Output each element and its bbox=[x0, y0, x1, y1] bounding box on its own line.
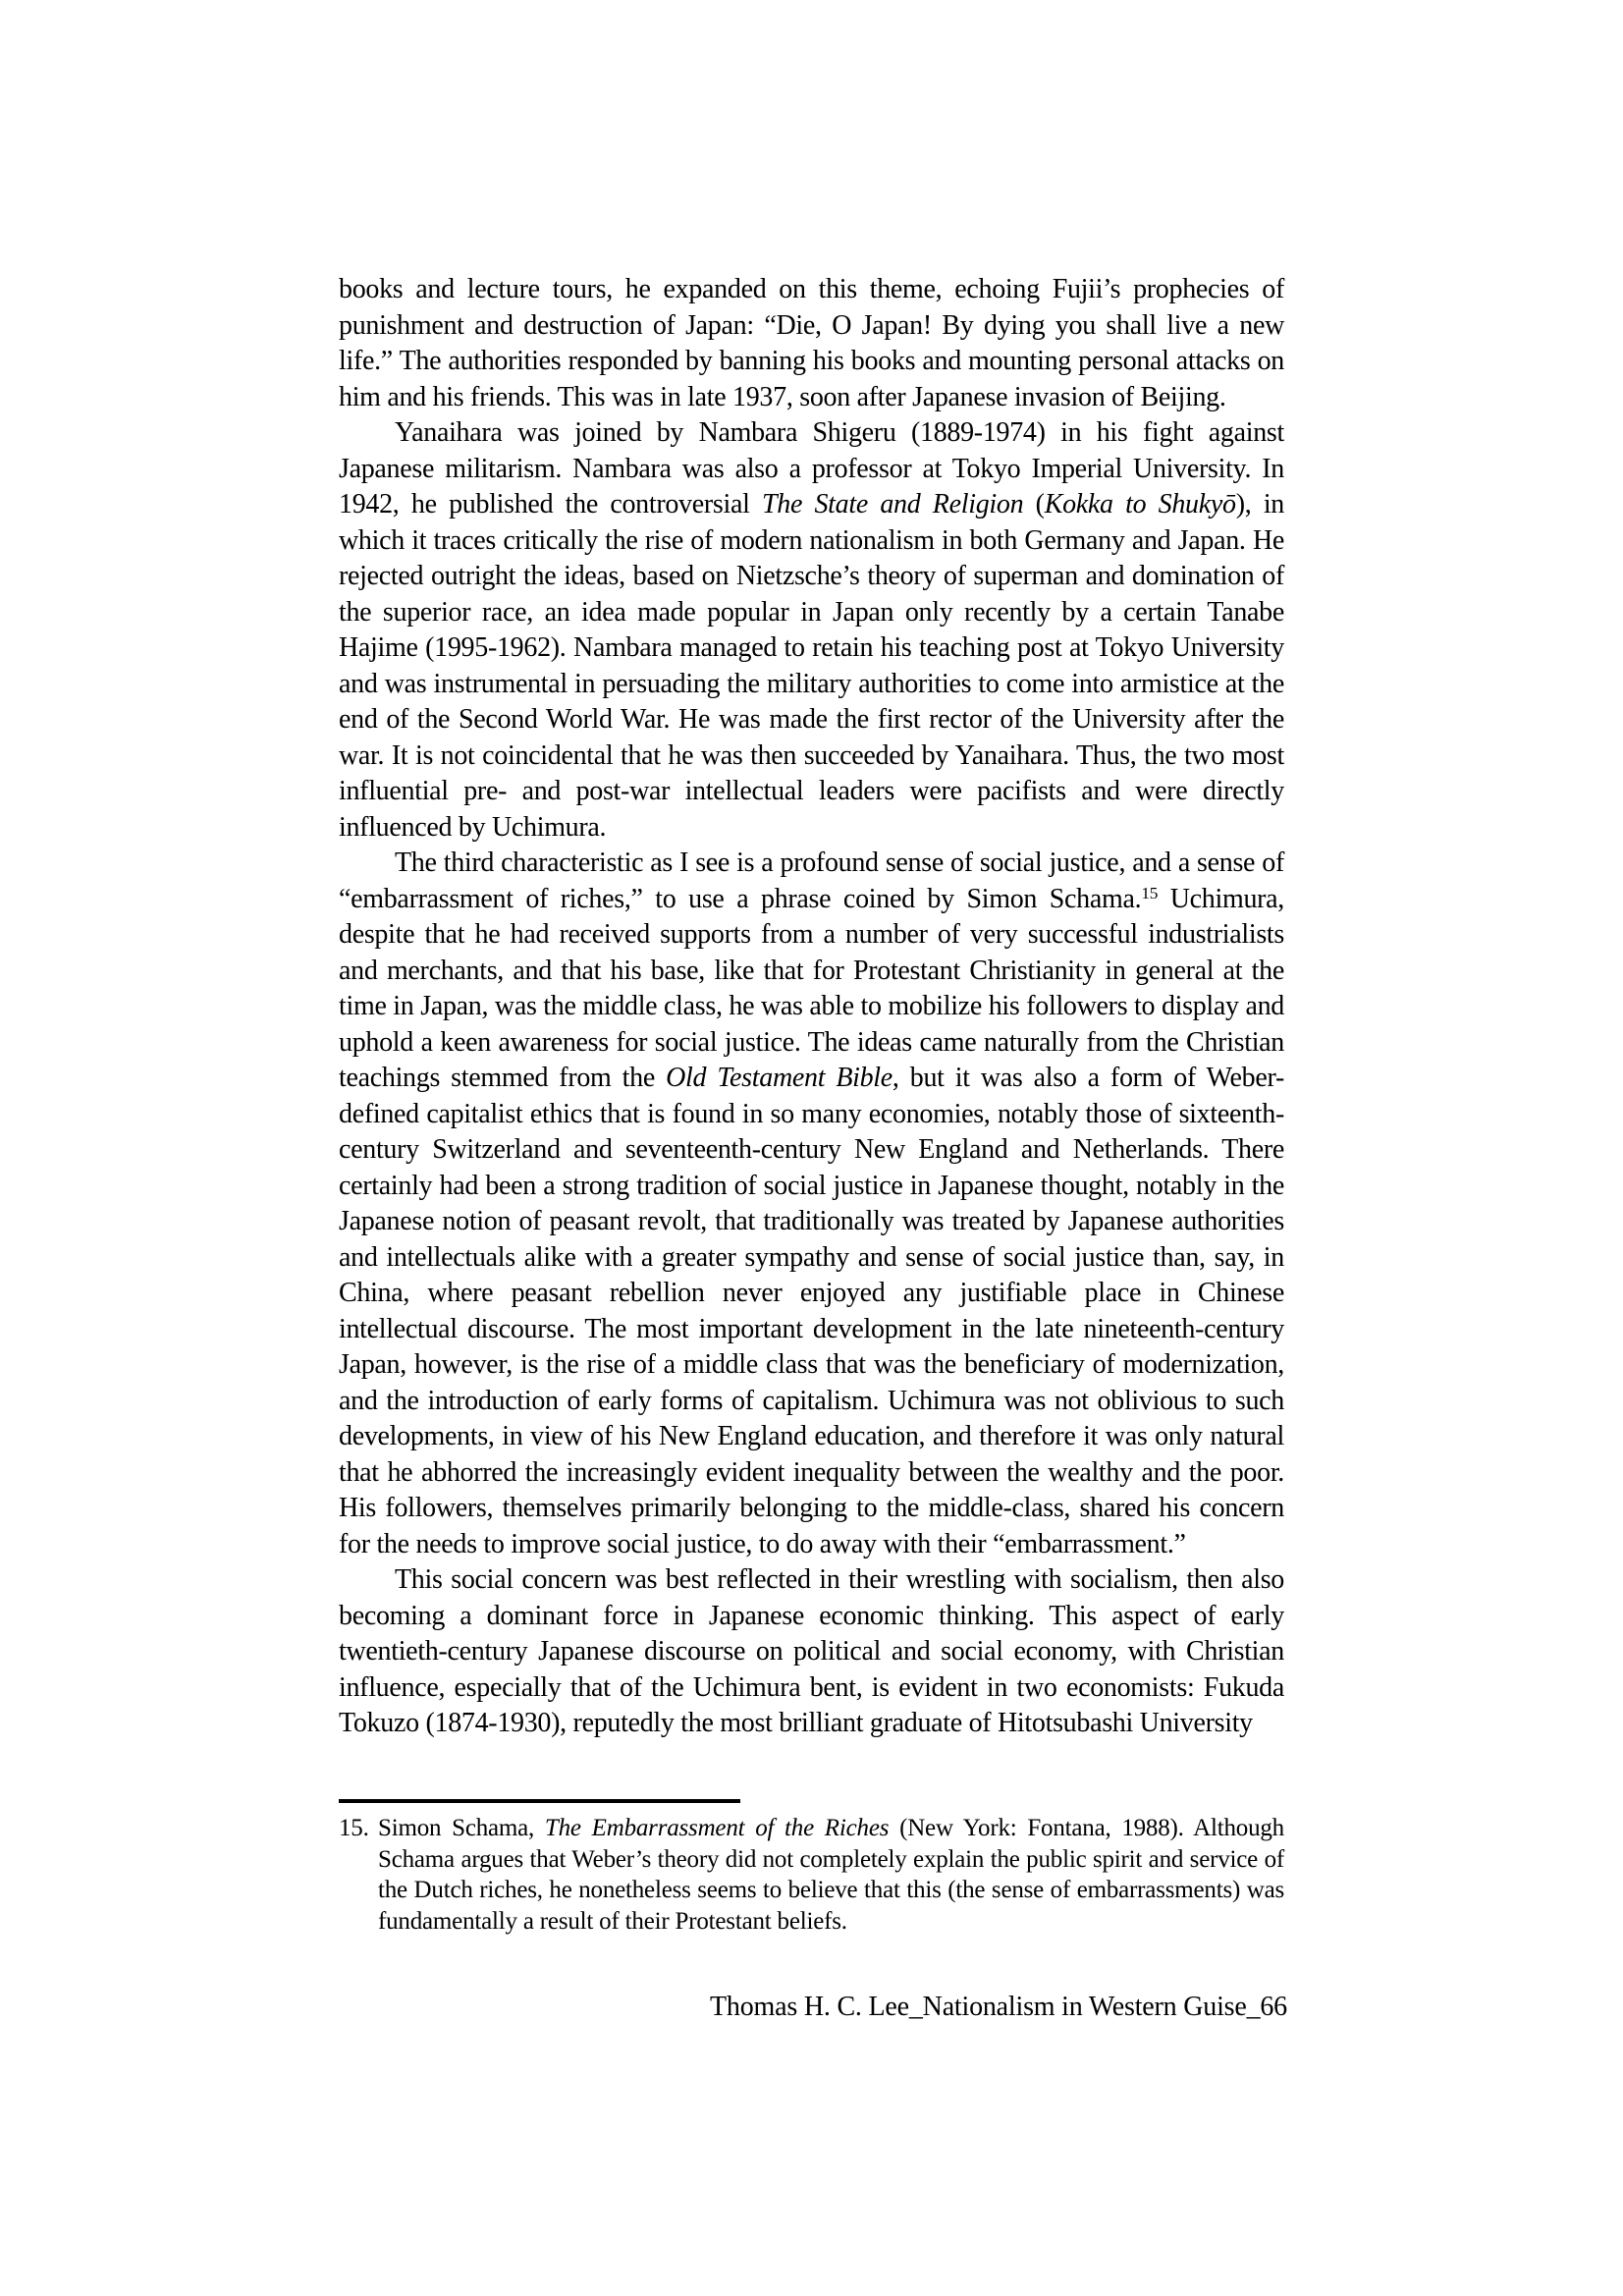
text-run: Yanaihara was joined by Nambara Shigeru (1889-1974) in his fight against Japanese militarism. Nambara was also a professor at Tokyo Imperial University. In 1942, he published the controversial bbox=[339, 417, 1284, 519]
text-run: 15 bbox=[1141, 883, 1159, 902]
text-run: ), in which it traces critically the rise of modern nationalism in both Germany and Japan. He rejected outright the ideas, based on Nietzsche’s theory of superman and domination of the superior race, an idea made popular in Japan only recently by a certain Tanabe Hajime (1995-1962). Nambara managed to retain his teaching post at Tokyo University and was instrumental in persuading the military authorities to come into armistice at the end of the Second World War. He was made the first rector of the University after the war. It is not coincidental that he was then succeeded by Yanaihara. Thus, the two most influential pre- and post-war intellectual leaders were pacifists and were directly influenced by Uchimura. bbox=[339, 489, 1284, 843]
paragraph-4 bbox=[339, 1562, 1284, 1742]
footnote-separator bbox=[339, 1799, 740, 1803]
text-run: Simon Schama, bbox=[378, 1815, 545, 1841]
text-run: The Embarrassment of the Riches bbox=[544, 1815, 890, 1841]
page-body bbox=[339, 272, 1284, 1742]
text-run: This social concern was best reflected in their wrestling with socialism, then also becoming a dominant force in Japanese economic thinking. This aspect of early twentieth-century Japanese discourse on political and social economy, with Christian influence, especially that of the Uchimura bent, is evident in two economists: Fukuda Tokuzo (1874-1930), reputedly the most brilliant graduate of Hitotsubashi University bbox=[339, 1564, 1284, 1738]
footnote-15 bbox=[339, 1813, 1284, 1937]
paragraph-2 bbox=[339, 415, 1284, 846]
text-run: ( bbox=[1023, 489, 1045, 519]
page-footer-running-title: Thomas H. C. Lee_Nationalism in Western Guise_66 bbox=[710, 1992, 1287, 2022]
text-run: , but it was also a form of Weber-defined capitalist ethics that is found in so many economies, notably those of sixteenth-century Switzerland and seventeenth-century New England and Netherlands. There certainly had been a strong tradition of social justice in Japanese thought, notably in the Japanese notion of peasant revolt, that traditionally was treated by Japanese authorities and intellectuals alike with a greater sympathy and sense of social justice than, say, in China, where peasant rebellion never enjoyed any justifiable place in Chinese intellectual discourse. The most important development in the late nineteenth-century Japan, however, is the rise of a middle class that was the beneficiary of modernization, and the introduction of early forms of capitalism. Uchimura was not oblivious to such developments, in view of his New England education, and therefore it was only natural that he abhorred the increasingly evident inequality between the wealthy and the poor. His followers, themselves primarily belonging to the middle-class, shared his concern for the needs to improve social justice, to do away with their “embarrassment.” bbox=[339, 1063, 1284, 1559]
text-run: (New York: Fontana, 1988). Although Schama argues that Weber’s theory did not completely explain the public spirit and service of the Dutch riches, he nonetheless seems to believe that this (the sense of embarrassments) was fundamentally a result of their Protestant beliefs. bbox=[378, 1815, 1284, 1935]
text-run: The third characteristic as I see is a profound sense of social justice, and a sense of “embarrassment of riches,” to use a phrase coined by Simon Schama. bbox=[339, 847, 1284, 914]
text-run: The State and Religion bbox=[761, 489, 1024, 519]
text-run: books and lecture tours, he expanded on this theme, echoing Fujii’s prophecies of punishment and destruction of Japan: “Die, O Japan! By dying you shall live a new life.” The authorities responded by banning his books and mounting personal attacks on him and his friends. This was in late 1937, soon after Japanese invasion of Beijing. bbox=[339, 274, 1284, 412]
text-run: Old Testament Bible bbox=[666, 1063, 893, 1093]
footnote-text bbox=[378, 1815, 1284, 1935]
paragraph-3 bbox=[339, 846, 1284, 1562]
paragraph-1 bbox=[339, 272, 1284, 415]
footnote-number: 15. bbox=[339, 1815, 369, 1841]
text-run: Uchimura, despite that he had received supports from a number of very successful industrialists and merchants, and that his base, like that for Protestant Christianity in general at the time in Japan, was the middle class, he was able to mobilize his followers to display and uphold a keen awareness for social justice. The ideas came naturally from the Christian teachings stemmed from the bbox=[339, 883, 1284, 1093]
text-run: Kokka to Shukyō bbox=[1044, 489, 1236, 519]
